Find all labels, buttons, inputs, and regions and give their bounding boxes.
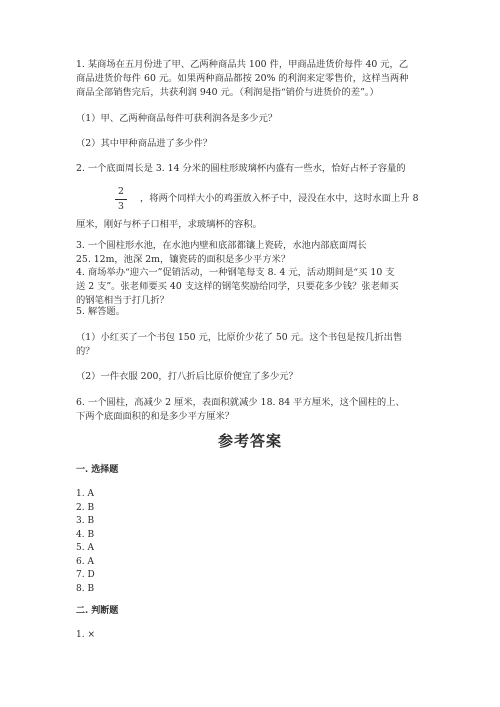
choice-answer-3: 3. B [76, 516, 95, 526]
q1-sub1: （1）甲、乙两种商品每件可获利润各是多少元？ [76, 113, 278, 124]
choice-answer-1: 1. A [76, 489, 94, 499]
q5-sub2: （2）一件衣服 200，打八折后比原价便宜了多少元？ [76, 371, 298, 382]
choice-answer-7: 7. D [76, 570, 95, 580]
fraction-numerator: 2 [118, 186, 124, 197]
q1-line-2: 商品进货价每件 60 元。如果两种商品都按 20% 的利润来定零售价，这样当两种 [76, 73, 409, 84]
q5-title: 5. 解答题。 [76, 306, 126, 317]
q5-sub1-line-1: （1）小红买了一个书包 150 元，比原价少花了 50 元。这个书包是按几折出售 [76, 332, 403, 343]
q1-line-1: 1. 某商场在五月份进了甲、乙两种商品共 100 件，甲商品进货价每件 40 元，乙 [76, 59, 409, 70]
fraction-denominator: 3 [118, 201, 124, 212]
section-choice-heading: 一. 选择题 [76, 465, 119, 475]
q1-line-3: 商品全部销售完后，共获利润 940 元。（利润是指“销价与进货价的差”。） [76, 87, 379, 98]
q3-line-2: 25. 12m，池深 2m，镶瓷砖的面积是多少平方米？ [76, 254, 291, 265]
answers-title: 参考答案 [217, 432, 282, 450]
choice-answer-2: 2. B [76, 502, 95, 513]
q4-line-3: 的钢笔相当于打几折？ [76, 295, 169, 306]
q6-line-2: 下两个底面面积的和是多少平方厘米？ [76, 411, 235, 422]
q6-line-1: 6. 一个圆柱，高减少 2 厘米，表面积就减少 18. 84 平方厘米，这个圆柱的上、 [76, 397, 405, 408]
q2-line-3: 厘米，刚好与杯子口相平，求玻璃杯的容积。 [76, 219, 262, 230]
judge-answer-1: 1. × [76, 630, 95, 640]
choice-answer-6: 6. A [76, 556, 94, 567]
fraction-two-thirds [114, 186, 128, 213]
q3-line-1: 3. 一个圆柱形水池，在水池内壁和底部都镶上瓷砖，水池内部底面周长 [76, 240, 367, 251]
choice-answer-5: 5. A [76, 543, 94, 553]
choice-answer-8: 8. B [76, 583, 95, 594]
q2-line-2: ，将两个同样大小的鸡蛋放入杯子中，浸没在水中，这时水面上升 8 [140, 193, 419, 204]
q4-line-1: 4. 商场举办“迎六一”促销活动，一种钢笔每支 8. 4 元，活动期间是“买 10 支 [76, 267, 395, 278]
section-judge-heading: 二. 判断题 [76, 606, 119, 616]
fraction-bar [115, 199, 127, 200]
choice-answer-4: 4. B [76, 529, 95, 540]
q5-sub1-line-2: 的？ [76, 346, 95, 357]
q4-line-2: 送 2 支”。张老师要买 40 支这样的钢笔奖励给同学，只要花多少钱？张老师买 [76, 281, 399, 292]
q1-sub2: （2）其中甲种商品进了多少件？ [76, 138, 213, 149]
q2-line-1: 2. 一个底面周长是 3. 14 分米的圆柱形玻璃杯内盛有一些水，恰好占杯子容量的 [76, 163, 406, 174]
